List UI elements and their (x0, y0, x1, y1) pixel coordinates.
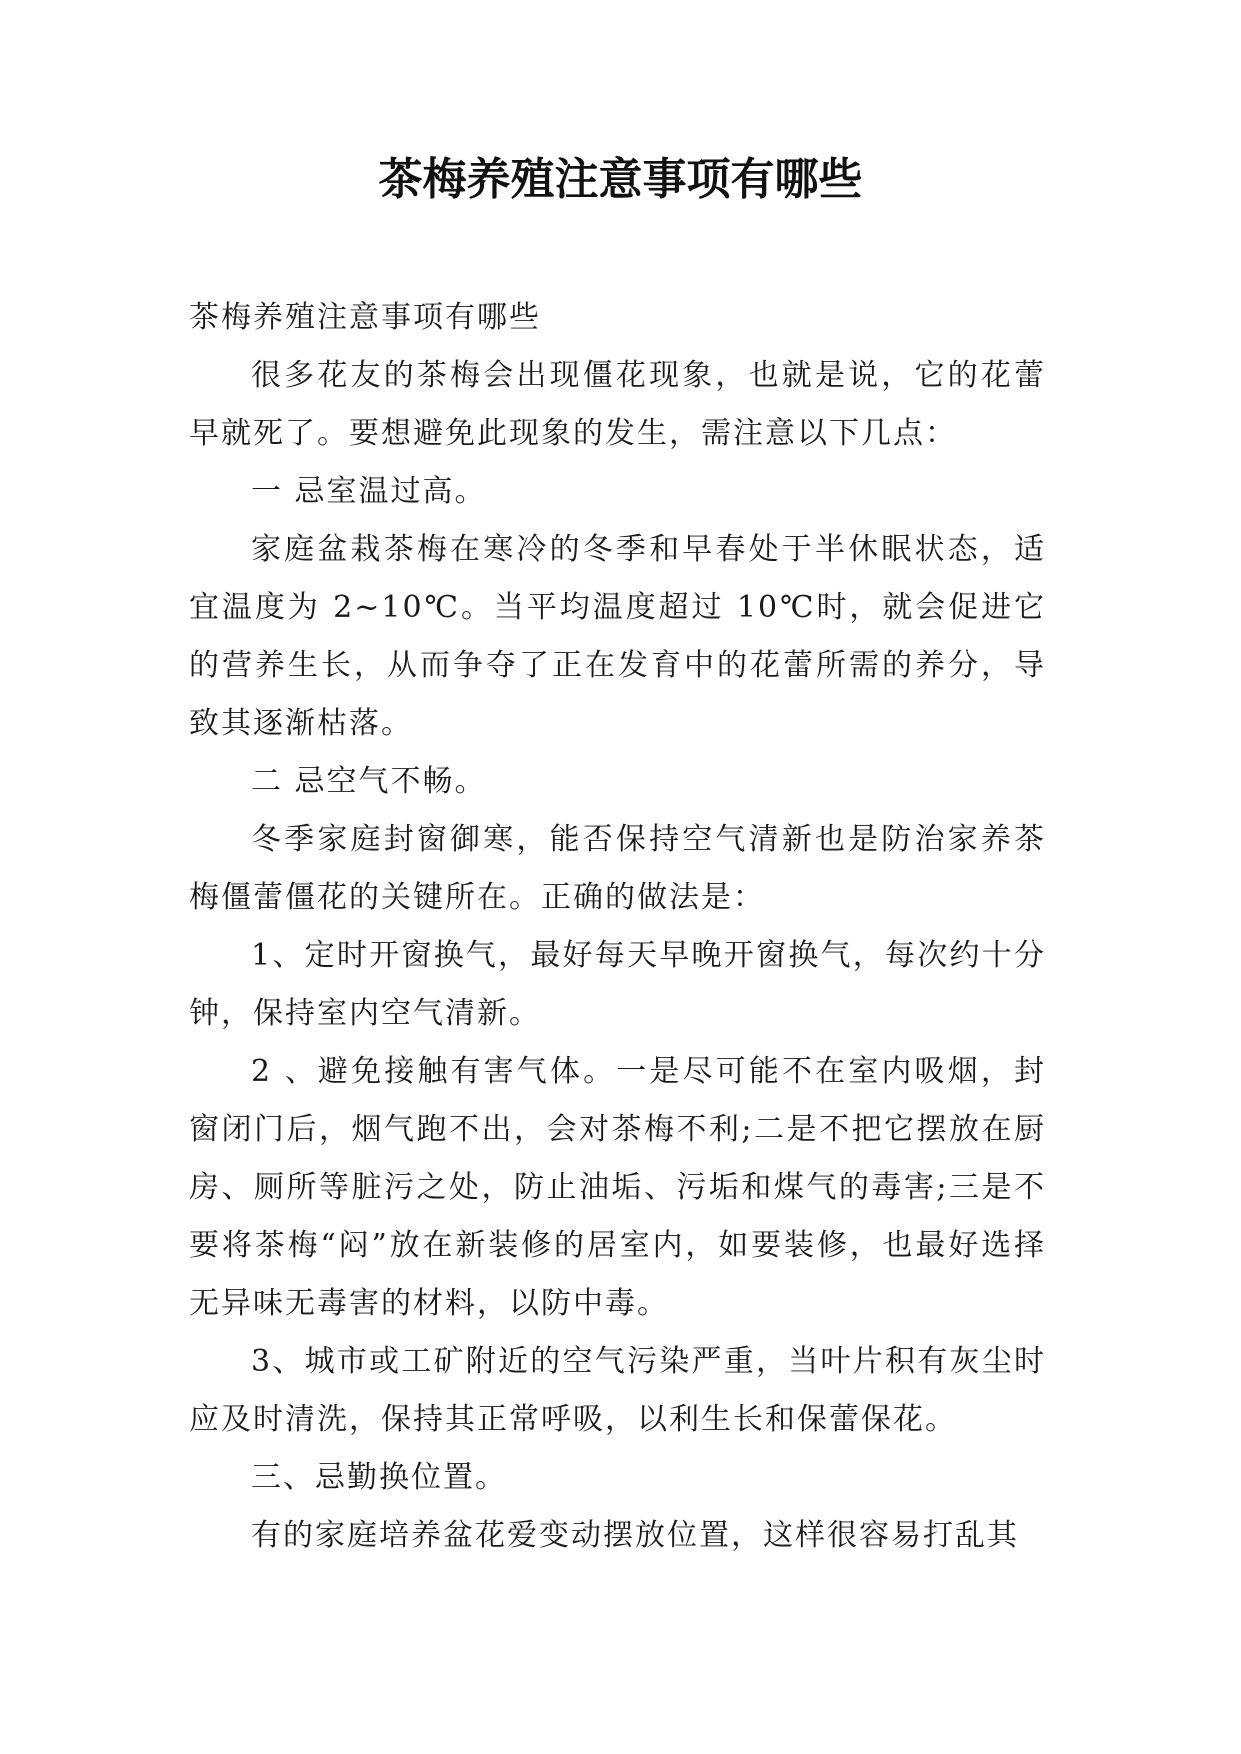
list-item: 1、定时开窗换气，最好每天早晚开窗换气，每次约十分钟，保持室内空气清新。 (189, 938, 1046, 1031)
section-heading: 三、忌勤换位置。 (251, 1460, 507, 1495)
list-item: 2 、避免接触有害气体。一是尽可能不在室内吸烟，封窗闭门后，烟气跑不出，会对茶梅不利;二是不把它摆放在厨房、厕所等脏污之处，防止油垢、污垢和煤气的毒害;三是不要将茶梅“闷”放在新装修的居室内，如要装修，也最好选择无异味无毒害的材料，以防中毒。 (189, 1054, 1046, 1321)
paragraph: 很多花友的茶梅会出现僵花现象，也就是说，它的花蕾早就死了。要想避免此现象的发生，需注意以下几点： (189, 358, 1046, 451)
section-heading: 一 忌室温过高。 (251, 474, 487, 509)
list-item: 3、城市或工矿附近的空气污染严重，当叶片积有灰尘时应及时清洗，保持其正常呼吸，以利生长和保蕾保花。 (189, 1344, 1046, 1437)
section-heading: 二 忌空气不畅。 (251, 764, 487, 799)
paragraph: 冬季家庭封窗御寒，能否保持空气清新也是防治家养茶梅僵蕾僵花的关键所在。正确的做法是： (189, 822, 1046, 915)
paragraph: 家庭盆栽茶梅在寒冷的冬季和早春处于半休眠状态，适宜温度为 2~10℃。当平均温度超过 10℃时，就会促进它的营养生长，从而争夺了正在发育中的花蕾所需的养分，导致其逐渐枯落。 (189, 532, 1046, 741)
document-body (189, 289, 1046, 1565)
paragraph: 有的家庭培养盆花爱变动摆放位置，这样很容易打乱其 (251, 1518, 1019, 1553)
paragraph-subtitle: 茶梅养殖注意事项有哪些 (189, 300, 541, 335)
document-title: 茶梅养殖注意事项有哪些 (378, 154, 863, 205)
